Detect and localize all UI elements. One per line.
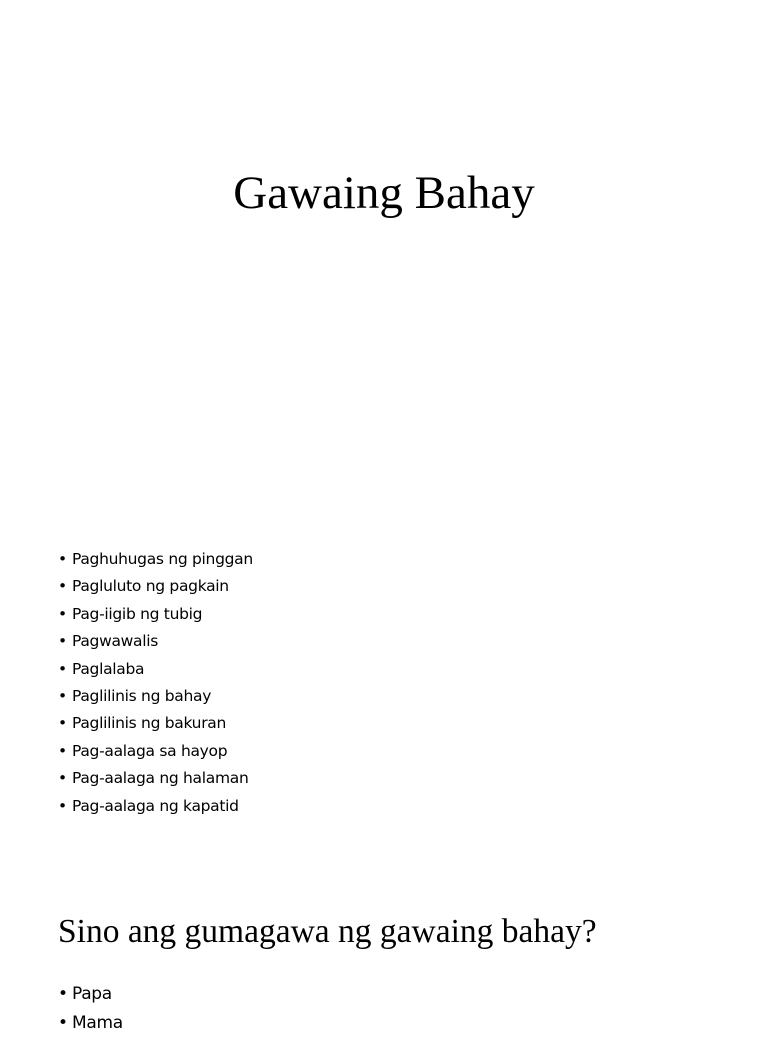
section-heading: Sino ang gumagawa ng gawaing bahay? xyxy=(58,913,597,950)
list-item-label: Pag-iigib ng tubig xyxy=(72,604,203,623)
bullet-icon: • xyxy=(58,984,68,1004)
list-item xyxy=(58,601,253,628)
list-item xyxy=(58,628,253,655)
bullet-icon: • xyxy=(58,577,67,596)
list-item-label: Paglilinis ng bahay xyxy=(72,686,212,705)
bullet-icon: • xyxy=(58,550,67,568)
list-item-label: Pag-aalaga ng kapatid xyxy=(72,796,239,815)
list-item-label: Paglilinis ng bakuran xyxy=(72,714,226,733)
list-item-label: Pagluluto ng pagkain xyxy=(72,577,229,596)
page-title: Gawaing Bahay xyxy=(233,167,535,219)
list-item-label: Pag-aalaga sa hayop xyxy=(72,741,228,760)
list-item xyxy=(58,573,253,600)
list-item xyxy=(58,980,123,1009)
bullet-icon: • xyxy=(58,1013,68,1033)
bullet-icon: • xyxy=(58,686,67,705)
list-item-label: Mama xyxy=(72,1013,123,1033)
list-item xyxy=(58,656,253,683)
bullet-icon: • xyxy=(58,741,67,760)
list-item xyxy=(58,710,253,737)
list-item xyxy=(58,765,253,792)
list-item-label: Paglalaba xyxy=(72,659,145,678)
list-item xyxy=(58,683,253,710)
bullet-icon: • xyxy=(58,604,67,623)
bullet-icon: • xyxy=(58,659,67,678)
list-item xyxy=(58,793,253,820)
list-item-label: Pagwawalis xyxy=(72,632,159,651)
list-item xyxy=(58,546,253,573)
list-item xyxy=(58,738,253,765)
bullet-icon: • xyxy=(58,796,67,815)
people-list xyxy=(58,980,123,1038)
bullet-icon: • xyxy=(58,632,67,651)
list-item-label: Papa xyxy=(72,984,112,1004)
list-item-label: Paghuhugas ng pinggan xyxy=(72,550,253,568)
list-item-label: Pag-aalaga ng halaman xyxy=(72,769,249,788)
chores-list xyxy=(58,546,253,820)
bullet-icon: • xyxy=(58,714,67,733)
bullet-icon: • xyxy=(58,769,67,788)
